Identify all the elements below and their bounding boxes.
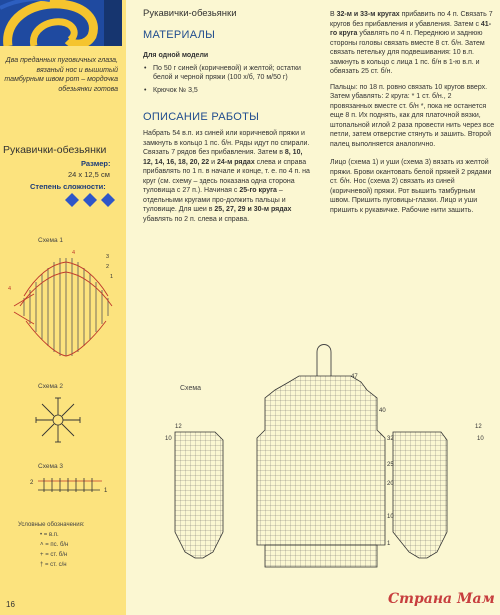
legend-text: = в.п. (43, 532, 59, 538)
legend-symbol: + (40, 552, 44, 558)
scheme2-label: Схема 2 (38, 383, 63, 390)
text-span: –отдельными кругами про-должить пальцы и туловище. Для шеи в (143, 187, 286, 213)
material-item (143, 86, 311, 96)
text-span: и (209, 158, 217, 166)
chart-row-1: 1 (387, 541, 391, 547)
scheme1-face-diagram (6, 246, 121, 366)
text-span: слева и справа прибавлять по 1 п. в начале и конце, т. е. по 4 п. на круг (см. схему – здесь показана одна сторона туловища с 27 п.). Начиная с (143, 158, 310, 194)
article-column-right (330, 10, 495, 215)
article-column-middle (143, 8, 311, 224)
bold-span: 8, 10, 12, 14, 16, 18, 20, 22 (143, 149, 303, 166)
material-item-text: По 50 г синей (коричневой) и желтой; остатки белой и черной пряжи (100 х/б, 70 м/50 г) (153, 64, 301, 81)
chart-row-40: 40 (379, 408, 386, 414)
chart-row-10: 10 (387, 514, 394, 520)
bold-span: 24-м рядах (216, 158, 255, 166)
bold-span: 32-м и 33-м кругах (336, 11, 400, 18)
paragraph-2 (330, 10, 495, 77)
hanging-loop-icon (317, 345, 331, 377)
legend-row (40, 550, 85, 560)
difficulty-label: Степень сложности: (30, 182, 106, 191)
size-value: 24 х 12,5 см (68, 170, 110, 179)
legend-row (40, 530, 85, 540)
scheme3-num-left: 2 (30, 480, 34, 486)
bold-span: 41-го круга (330, 20, 492, 37)
legend-symbol: • (40, 532, 43, 538)
bullet-icon: • (144, 86, 147, 94)
scheme3-label: Схема 3 (38, 463, 63, 470)
scheme1-num-c: 2 (106, 264, 110, 270)
scheme2-nose-diagram (30, 392, 86, 448)
sidebar-title: Рукавички-обезьянки (3, 144, 107, 156)
text-span: Набрать 54 в.п. из синей или коричневой пряжи и замкнуть в кольцо 1 пс. б/н. Ряды идут по спирали. Связать 7 рядов без прибавления. Затем в (143, 130, 310, 156)
materials-heading: МАТЕРИАЛЫ (143, 29, 216, 41)
text-span: убавлять по 2 п. слева и справа. (143, 215, 250, 223)
legend-symbol: ˄ (40, 542, 44, 548)
article-title: Рукавички-обезьянки (143, 8, 237, 19)
monkey-mitten-photo (0, 0, 122, 46)
symbol-legend (18, 520, 85, 570)
legend-text: = пс. б/н (45, 542, 69, 548)
knitting-grid-chart (155, 340, 500, 575)
bold-span: 25, 27, 29 и 30-м рядах (214, 206, 292, 213)
for-one-model: Для одной модели (143, 52, 209, 59)
material-item (143, 64, 311, 83)
legend-title: Условные обозначения: (18, 522, 85, 528)
page-number: 16 (6, 600, 15, 609)
scheme1-num-left: 4 (8, 286, 12, 292)
scheme1-num-b: 3 (106, 254, 110, 260)
legend-symbol: † (40, 562, 44, 568)
text-span: В (330, 11, 337, 18)
paragraph-3: Пальцы: по 18 п. ровно связать 10 кругов вверх. Затем убавлять: 2 круга: * 1 ст. б/н., 2 провязанных вместе ст. б/н *, пока не останется еще 8 п. Их поднять, как для платочной вязки, штопальной иглой 2 раза провести нить через все петли, затем отверстие стянуть и зашить. Второй палец выполняется аналогично. (330, 83, 495, 148)
chart-row-47: 47 (351, 374, 358, 380)
chart-right-12: 12 (475, 424, 482, 430)
bold-span: 25-го круга (239, 187, 277, 194)
sidebar (0, 0, 126, 615)
scheme1-num-d: 1 (110, 274, 114, 280)
legend-text: = ст. б/н (45, 552, 68, 558)
chart-row-20: 20 (387, 481, 394, 487)
difficulty-diamonds-icon (65, 193, 117, 207)
paragraph-1 (143, 129, 311, 224)
legend-text: = ст. с/н (45, 562, 67, 568)
photo-caption: Два преданных пуговичных глаза, вязаный нос и вышитый тамбурным швом рот – мордочка обезьянки готова (4, 57, 118, 93)
material-item-text: Крючок № 3,5 (153, 86, 198, 94)
scheme1-label: Схема 1 (38, 237, 63, 244)
text-span: убавлять по 4 п. Переднюю и заднюю стороны головы связать вместе 8 ст. б/н. Затем связать петельку для подвешивания: 10 в.п. замкнуть в кольцо с лица 1 пс. б/н в 1-ю в.п. и обвязать 25 ст. б/н. (330, 30, 485, 75)
scheme3-ear-diagram (30, 472, 110, 496)
chart-title: Схема (180, 385, 202, 392)
bullet-icon: • (144, 64, 147, 72)
scheme1-num-a: 4 (72, 250, 76, 256)
chart-row-32: 32 (387, 436, 394, 442)
watermark-logo: Страна Мам (388, 591, 495, 607)
chart-right-10: 10 (477, 436, 484, 442)
work-heading: ОПИСАНИЕ РАБОТЫ (143, 111, 260, 123)
chart-row-25: 25 (387, 462, 394, 468)
legend-row (40, 540, 85, 550)
paragraph-4: Лицо (схема 1) и уши (схема 3) вязать из желтой пряжи. Брови окантовать белой пряжей 2 рядами ст. б/н. Нос (схема 2) связать из синей (коричневой) пряжи. Рот вышить тамбурным швом. Пришить пуговицы-глазки. Лицо и уши пришить к рукавичке. Рабочие нити зашить. (330, 159, 492, 214)
text-span: прибавить по 4 п. Связать 7 кругов без прибавления и убавления. Затем с (330, 11, 493, 28)
chart-left-12: 12 (175, 424, 182, 430)
size-label: Размер: (81, 159, 111, 168)
scheme3-num-right: 1 (104, 488, 108, 494)
chart-left-10: 10 (165, 436, 172, 442)
legend-row (40, 560, 85, 570)
